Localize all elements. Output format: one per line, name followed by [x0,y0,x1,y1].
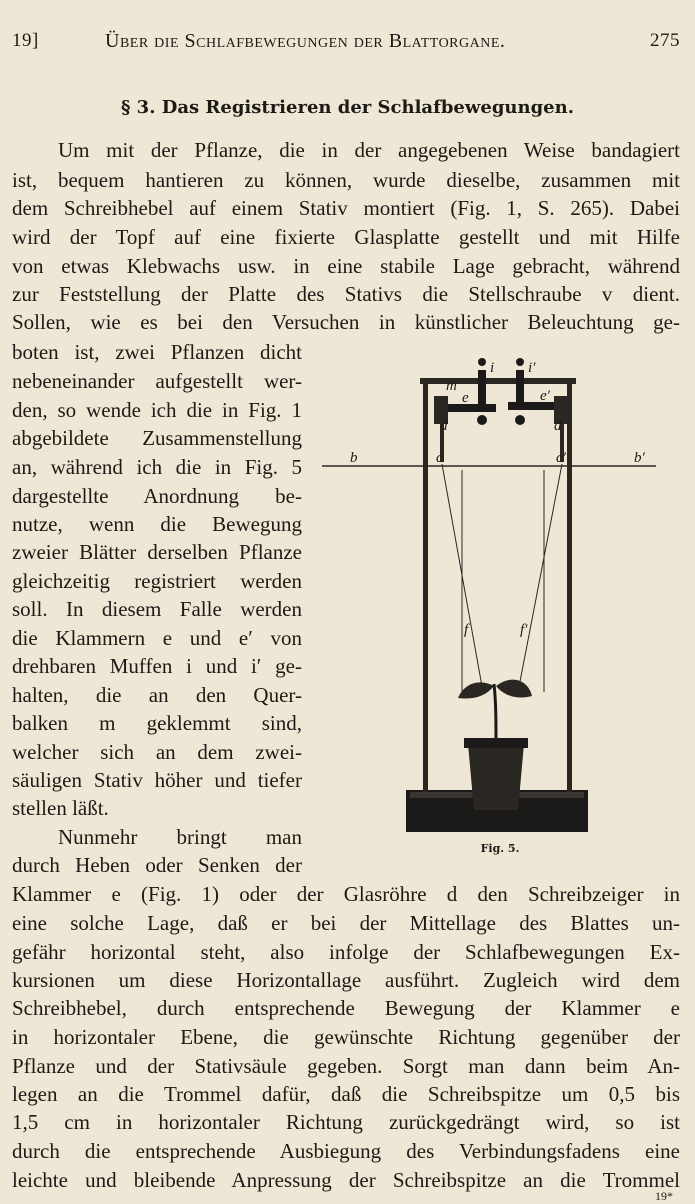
section-title: § 3. Das Registrieren der Schlafbewegungen. [121,97,574,118]
text-line: an, während ich die in Fig. 5 [12,455,302,479]
text-line: balken m geklemmt sind, [12,711,302,735]
text-line: wird der Topf auf eine fixierte Glasplatte gestellt und mit Hilfe [12,225,680,249]
figure-label-e: e [462,390,469,406]
figure-label-c: c [436,450,443,466]
text-line: säuligen Stativ höher und tiefer [12,768,302,792]
plant-stem [494,684,496,744]
figure-label-b2: b′ [634,450,645,466]
text-line: Pflanze und der Stativsäule gegeben. Sorgt man dann beim An- [12,1054,680,1078]
text-line: zweier Blätter derselben Pflanze [12,540,302,564]
text-line: durch Heben oder Senken der [12,853,302,877]
text-line: nebeneinander aufgestellt wer- [12,369,302,393]
text-line: Um mit der Pflanze, die in der angegebenen Weise bandagiert [58,138,680,162]
page-number-right: 275 [650,30,680,51]
figure-label-c2: c′ [556,450,566,466]
text-line: boten ist, zwei Pflanzen dicht [12,340,302,364]
figure-label-b: b [350,450,358,466]
text-line: abgebildete Zusammenstellung [12,426,302,450]
text-line: Nunmehr bringt man [58,825,302,849]
figure-label-m: m [446,378,457,394]
figure-label-d2: d [554,418,562,434]
text-line: ist, bequem hantieren zu können, wurde dieselbe, zusammen mit [12,168,680,192]
text-line: soll. In diesem Falle werden [12,597,302,621]
figure-label-f2: f′ [520,622,528,638]
text-line: kursionen um diese Horizontallage ausführt. Zugleich wird dem [12,968,680,992]
text-line: gefähr horizontal steht, also infolge der Schlafbewegungen Ex- [12,940,680,964]
signature-mark: 19* [655,1189,673,1203]
text-line: dem Schreibhebel auf einem Stativ montiert (Fig. 1, S. 265). Dabei [12,196,680,220]
plant-pot [468,744,524,810]
plant-leaf-right [496,680,532,698]
text-line: nutze, wenn die Bewegung [12,512,302,536]
text-line: drehbaren Muffen i und i′ ge- [12,654,302,678]
stand-column-left [423,380,428,792]
text-line: stellen läßt. [12,796,109,820]
figure-label-i: i [490,360,495,376]
stand-column-right [567,380,572,792]
text-line: welcher sich an dem zwei- [12,740,302,764]
page-number-left: 19] [12,30,39,51]
text-line: leichte und bleibende Anpressung der Schreibspitze an die Trommel [12,1168,680,1192]
figure-label-f: f [464,622,469,638]
text-line: halten, die an den Quer- [12,683,302,707]
text-line: in horizontaler Ebene, die gewünschte Richtung gegenüber der [12,1025,680,1049]
text-line: den, so wende ich die in Fig. 1 [12,398,302,422]
text-line: von etwas Klebwachs usw. in eine stabile Lage gebracht, während [12,254,680,278]
figure-caption: Fig. 5. [480,842,520,855]
text-line: die Klammern e und e′ von [12,626,302,650]
text-line: zur Feststellung der Platte des Stativs die Stellschraube v dient. [12,282,680,306]
text-line: durch die entsprechende Ausbiegung des Verbindungsfadens eine [12,1139,680,1163]
figure-apparatus [318,352,658,852]
text-line: gleichzeitig registriert werden [12,569,302,593]
figure-label-d: d [440,418,448,434]
running-header [12,30,680,58]
text-line: Sollen, wie es bei den Versuchen in künstlicher Beleuchtung ge- [12,310,680,334]
text-line: Schreibhebel, durch entsprechende Bewegung der Klammer e [12,996,680,1020]
text-line: Klammer e (Fig. 1) oder der Glasröhre d den Schreibzeiger in [12,882,680,906]
plant-leaf-left [458,682,494,698]
crossbar [420,378,576,384]
figure-label-i2: i′ [528,360,536,376]
text-line: 1,5 cm in horizontaler Richtung zurückgedrängt wird, so ist [12,1110,680,1134]
text-line: eine solche Lage, daß er bei der Mittellage des Blattes un- [12,911,680,935]
thread-f2 [518,464,562,692]
running-title: Über die Schlafbewegungen der Blattorgane. [105,30,506,52]
text-line: dargestellte Anordnung be- [12,484,302,508]
figure-label-e2: e′ [540,388,550,404]
text-line: legen an die Trommel dafür, daß die Schreibspitze um 0,5 bis [12,1082,680,1106]
